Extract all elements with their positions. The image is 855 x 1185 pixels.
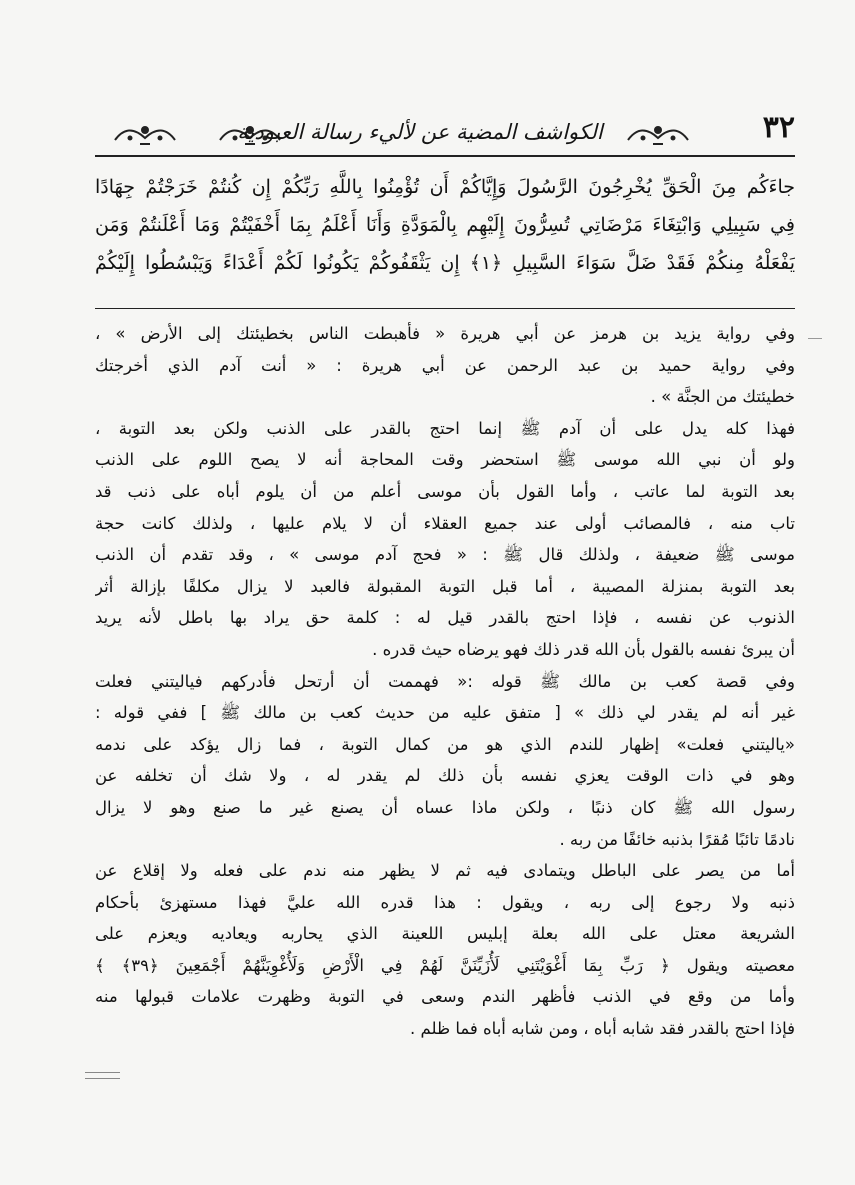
text-line: وأما من وقع في الذنب فأظهر الندم وسعى في التوبة وظهرت علامات قبولها منه (95, 987, 795, 1007)
page-header (95, 108, 795, 158)
margin-tick (808, 338, 822, 339)
text-line: تاب منه ، فالمصائب أولى عند جميع العقلاء أن لا يلام عليها ، ولذلك كانت حجة (95, 513, 795, 533)
text-line: ولو أن نبي الله موسى ﷺ استحضر وقت المحاجة أنه لا يصح اللوم على الذنب (95, 450, 795, 470)
margin-mark (85, 1072, 120, 1073)
text-line: وفي رواية يزيد بن هرمز عن أبي هريرة « فأهبطت الناس بخطيئتك إلى الأرض » ، (95, 324, 795, 343)
paragraph (95, 318, 795, 413)
text-line: نادمًا تائبًا مُقرًا بذنبه خائفًا من ربه . (559, 829, 795, 849)
section-divider (95, 308, 795, 309)
text-line: بعد التوبة بمنزلة المصيبة ، أما قبل التوبة المقبولة فالعبد لا يزال مكلفًا بإزالة أثر (95, 576, 795, 596)
floral-ornament-icon (110, 118, 180, 148)
text-line: موسى ﷺ ضعيفة ، ولذلك قال ﷺ : « فحج آدم موسى » ، وقد تقدم أن الذنب (95, 545, 795, 565)
paragraph (95, 413, 795, 666)
text-line: فهذا كله يدل على أن آدم ﷺ إنما احتج بالقدر على الذنب ولكن بعد التوبة ، (95, 418, 795, 438)
verse-line: فِي سَبِيلِي وَابْتِغَاءَ مَرْضَاتِي تُسِرُّونَ إِلَيْهِم بِالْمَوَدَّةِ وَأَنَا أَعْلَمُ بِمَا أَخْفَيْتُمْ وَمَا أَعْلَنتُمْ وَمَن (95, 214, 795, 236)
text-line: الشريعة معتل على الله بعلة إبليس اللعينة الذي يحاربه ويعاديه ويعزم على (95, 924, 795, 944)
commentary-text (95, 318, 795, 1045)
quran-verse-block (95, 168, 795, 282)
header-divider (95, 155, 795, 157)
text-line: فإذا احتج بالقدر فقد شابه أباه ، ومن شابه أباه فما ظلم . (410, 1019, 795, 1039)
text-line: بعد التوبة لما عاتب ، وأما القول بأن موسى أعلم من أن يلوم أباه على ذنب قد (95, 481, 795, 501)
text-line: وفي رواية حميد بن عبد الرحمن عن أبي هريرة : « أنت آدم الذي أخرجتك (95, 355, 795, 375)
text-line: رسول الله ﷺ كان ذنبًا ، ولكن ماذا عساه أن يصنع غير ما صنع وهو لا يزال (95, 797, 795, 817)
text-line: وفي قصة كعب بن مالك ﷺ قوله :« فهممت أن أرتحل فأدركهم فياليتني فعلت (95, 671, 795, 691)
paragraph (95, 666, 795, 856)
page-number: ٣٢ (762, 110, 795, 145)
text-line: غير أنه لم يقدر لي ذلك » [ متفق عليه من حديث كعب بن مالك ﷺ ] ففي قوله : (95, 703, 795, 723)
floral-ornament-icon (623, 118, 693, 148)
text-line: أن يبرئ نفسه بالقول بأن الله قدر ذلك فهو يرضاه حيث قدره . (372, 639, 795, 659)
book-title: الكواشف المضية عن لأليء رسالة العبودية (237, 120, 603, 144)
text-line: خطيئتك من الجنَّة » . (650, 387, 795, 407)
text-line: ذنبه ولا رجوع إلى ربه ، ويقول : هذا قدره الله عليَّ فهذا مستهزئ بأحكام (95, 892, 795, 912)
text-line: معصيته ويقول ﴿ رَبِّ بِمَا أَغْوَيْتَنِي لَأُزَيِّنَنَّ لَهُمْ فِي الْأَرْضِ وَلَأُغْوِيَنَّهُمْ أَجْمَعِينَ ﴿٣٩﴾ ﴾ (95, 955, 795, 975)
paragraph (95, 855, 795, 1045)
text-line: الذنوب عن نفسه ، فإذا احتج بالقدر قيل له : كلمة حق يراد بها باطل لأنه يريد (95, 608, 795, 628)
verse-line: جاءَكُم مِنَ الْحَقِّ يُخْرِجُونَ الرَّسُولَ وَإِيَّاكُمْ أَن تُؤْمِنُوا بِاللَّهِ رَبِّكُمْ إِن كُنتُمْ خَرَجْتُمْ جِهَادًا (95, 176, 795, 198)
margin-mark (85, 1078, 120, 1079)
text-line: أما من يصر على الباطل ويتمادى فيه ثم لا يظهر منه ندم على فعله ولا إقلاع عن (95, 861, 795, 881)
verse-line: يَفْعَلْهُ مِنكُمْ فَقَدْ ضَلَّ سَوَاءَ السَّبِيلِ ﴿١﴾ إِن يَثْقَفُوكُمْ يَكُونُوا لَكُمْ أَعْدَاءً وَيَبْسُطُوا إِلَيْكُمْ (95, 252, 795, 274)
text-line: وهو في ذات الوقت يعزي نفسه بأن ذلك لم يقدر له ، ولا شك أن تخلفه عن (95, 766, 795, 786)
text-line: «ياليتني فعلت» إظهار للندم الذي هو من كمال التوبة ، فما زال يؤكد على ندمه (95, 734, 795, 754)
